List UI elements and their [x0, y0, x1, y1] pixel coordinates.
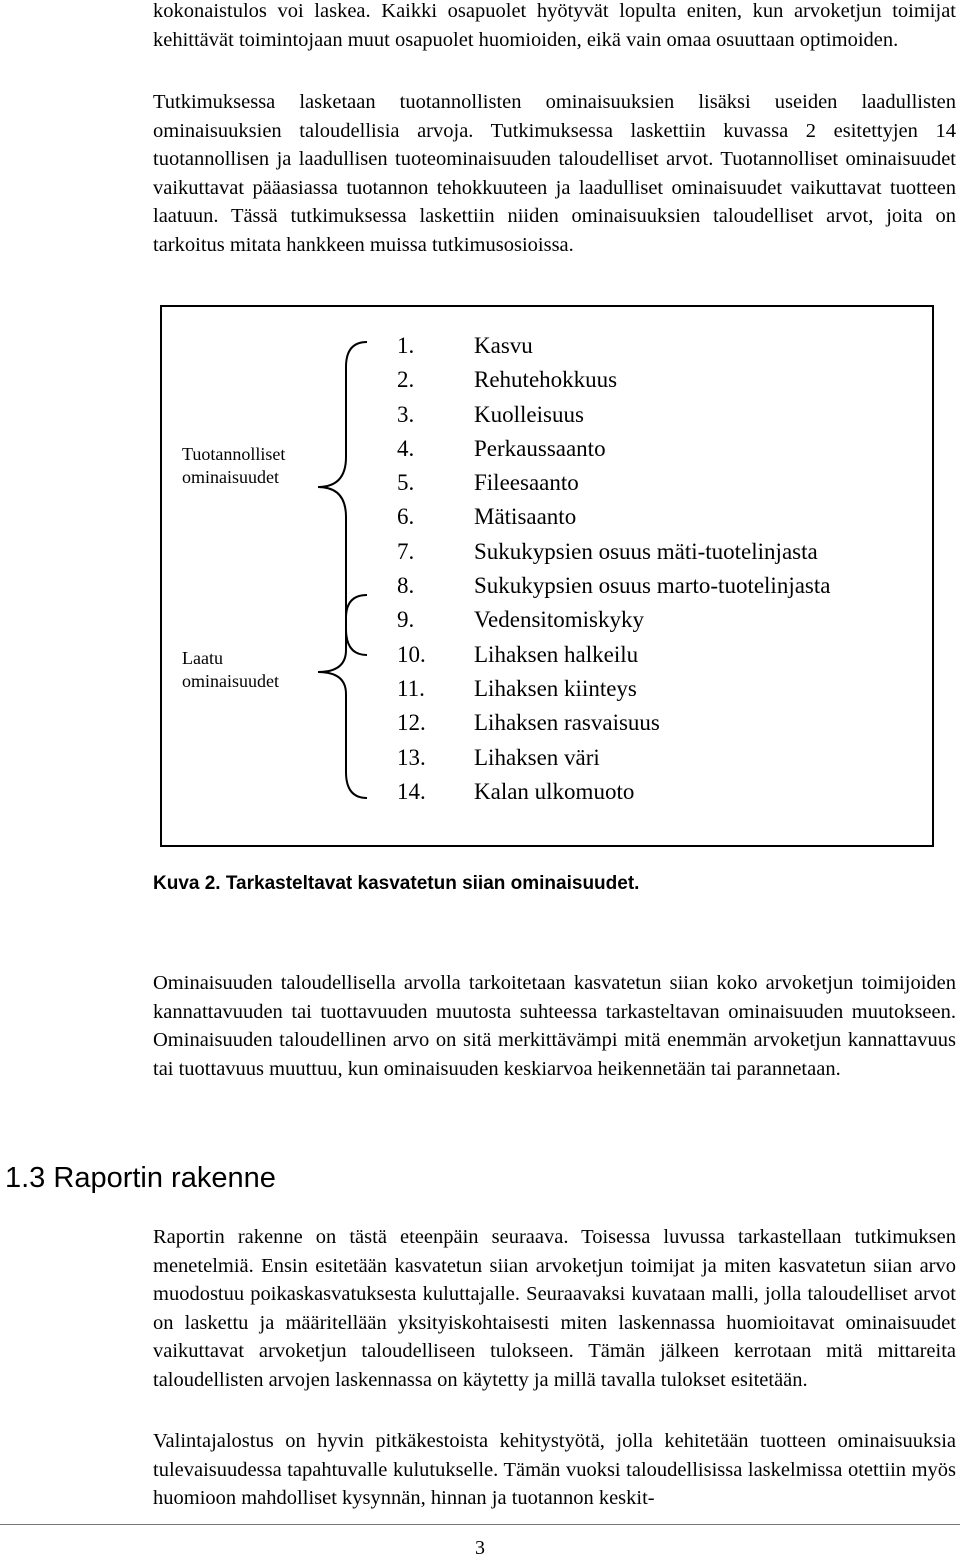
figure-caption: Kuva 2. Tarkasteltavat kasvatetun siian ominaisuudet.	[153, 873, 640, 894]
feature-label: Lihaksen rasvaisuus	[474, 710, 660, 736]
feature-list-item	[397, 432, 830, 466]
feature-number: 9.	[397, 607, 415, 633]
group-label-quality-line1: Laatu	[182, 648, 223, 668]
figure-properties	[160, 305, 934, 847]
feature-label: Fileesaanto	[474, 470, 579, 496]
feature-label: Mätisaanto	[474, 504, 577, 530]
feature-list	[397, 329, 830, 809]
section-heading: 1.3 Raportin rakenne	[5, 1162, 276, 1194]
group-label-production-line1: Tuotannolliset	[182, 444, 286, 464]
feature-number: 10.	[397, 641, 426, 667]
footer-divider	[0, 1524, 960, 1525]
feature-list-item	[397, 706, 830, 740]
feature-list-item	[397, 329, 830, 363]
feature-list-item	[397, 363, 830, 397]
feature-list-item	[397, 398, 830, 432]
feature-number: 7.	[397, 538, 415, 564]
feature-number: 11.	[397, 675, 425, 701]
feature-number: 5.	[397, 470, 415, 496]
feature-label: Sukukypsien osuus mäti-tuotelinjasta	[474, 538, 818, 564]
feature-list-item	[397, 500, 830, 534]
feature-label: Kalan ulkomuoto	[474, 778, 635, 804]
feature-list-item	[397, 741, 830, 775]
page-number: 3	[475, 1537, 485, 1559]
feature-label: Sukukypsien osuus marto-tuotelinjasta	[474, 573, 831, 599]
feature-number: 2.	[397, 367, 415, 393]
paragraph-economic-value: Ominaisuuden taloudellisella arvolla tarkoitetaan kasvatetun siian koko arvoketjun toimijoiden kannattavuuden tai tuottavuuden muutosta suhteessa tarkasteltavan ominaisuuden muutokseen. Ominaisuuden taloudellinen arvo on sitä merkittävämpi mitä enemmän arvoketjun kannattavuus tai tuottavuus muuttuu, kun ominaisuuden keskiarvoa heikennetään tai parannetaan.	[153, 972, 956, 1080]
feature-label: Rehutehokkuus	[474, 367, 618, 393]
feature-list-item	[397, 569, 830, 603]
feature-label: Lihaksen halkeilu	[474, 641, 639, 667]
paragraph-properties: Tutkimuksessa lasketaan tuotannollisten ominaisuuksien lisäksi useiden laadullisten ominaisuuksien taloudellisia arvoja. Tutkimuksessa laskettiin kuvassa 2 esitettyjen 14 tuotannollisen ja laadullisen tuoteominaisuuden taloudelliset arvot. Tuotannolliset ominaisuudet vaikuttavat pääasiassa tuotannon tehokkuuteen ja laadulliset ominaisuudet vaikuttavat tuotteen laatuun. Tässä tutkimuksessa laskettiin niiden ominaisuuksien taloudelliset arvot, joita on tarkoitus mitata hankkeen muissa tutkimusosioissa.	[153, 91, 956, 256]
feature-number: 1.	[397, 333, 415, 358]
feature-list-item	[397, 638, 830, 672]
feature-label: Vedensitomiskyky	[474, 607, 644, 633]
feature-number: 6.	[397, 504, 415, 530]
feature-label: Perkaussaanto	[474, 435, 606, 461]
group-label-production	[182, 443, 285, 489]
feature-list-item	[397, 672, 830, 706]
paragraph-intro-end: kokonaistulos voi laskea. Kaikki osapuolet hyötyvät lopulta eniten, kun arvoketjun toimijat kehittävät toimintojaan muut osapuolet huomioiden, eikä vain omaa osuuttaan optimoiden.	[153, 0, 956, 51]
group-label-quality-line2: ominaisuudet	[182, 671, 279, 691]
feature-number: 12.	[397, 710, 426, 736]
brace-quality-icon	[312, 590, 378, 805]
feature-list-item	[397, 775, 830, 809]
group-label-quality	[182, 647, 279, 693]
feature-label: Lihaksen väri	[474, 744, 600, 770]
feature-list-item	[397, 603, 830, 637]
feature-number: 13.	[397, 744, 426, 770]
feature-label: Kuolleisuus	[474, 401, 584, 427]
feature-number: 8.	[397, 573, 415, 599]
feature-label: Lihaksen kiinteys	[474, 675, 637, 701]
group-label-production-line2: ominaisuudet	[182, 467, 279, 487]
paragraph-report-structure: Raportin rakenne on tästä eteenpäin seuraava. Toisessa luvussa tarkastellaan tutkimuksen menetelmiä. Ensin esitetään kasvatetun siian arvoketjun toimijat ja miten kasvatetun siian arvo muodostuu poikaskasvatuksesta kuluttajalle. Seuraavaksi kuvataan malli, jolla taloudelliset arvot on laskettu ja määritellään yksityiskohtaisesti miten laskennassa huomioitavat ominaisuudet vaikuttavat arvoketjun taloudelliseen tulokseen. Tämän jälkeen kerrotaan mitä mittareita taloudellisten arvojen laskennassa on käytetty ja millä tavalla tulokset esitetään.	[153, 1226, 956, 1391]
feature-number: 4.	[397, 435, 415, 461]
paragraph-selection-breeding: Valintajalostus on hyvin pitkäkestoista kehitystyötä, jolla kehitetään tuotteen ominaisuuksia tulevaisuudessa tapahtuvalle kulutukselle. Tämän vuoksi taloudellisissa laskelmissa otettiin myös huomioon mahdolliset kysynnän, hinnan ja tuotannon keskit-	[153, 1430, 956, 1510]
feature-number: 14.	[397, 778, 426, 804]
feature-list-item	[397, 535, 830, 569]
feature-label: Kasvu	[474, 333, 533, 358]
feature-number: 3.	[397, 401, 415, 427]
feature-list-item	[397, 466, 830, 500]
